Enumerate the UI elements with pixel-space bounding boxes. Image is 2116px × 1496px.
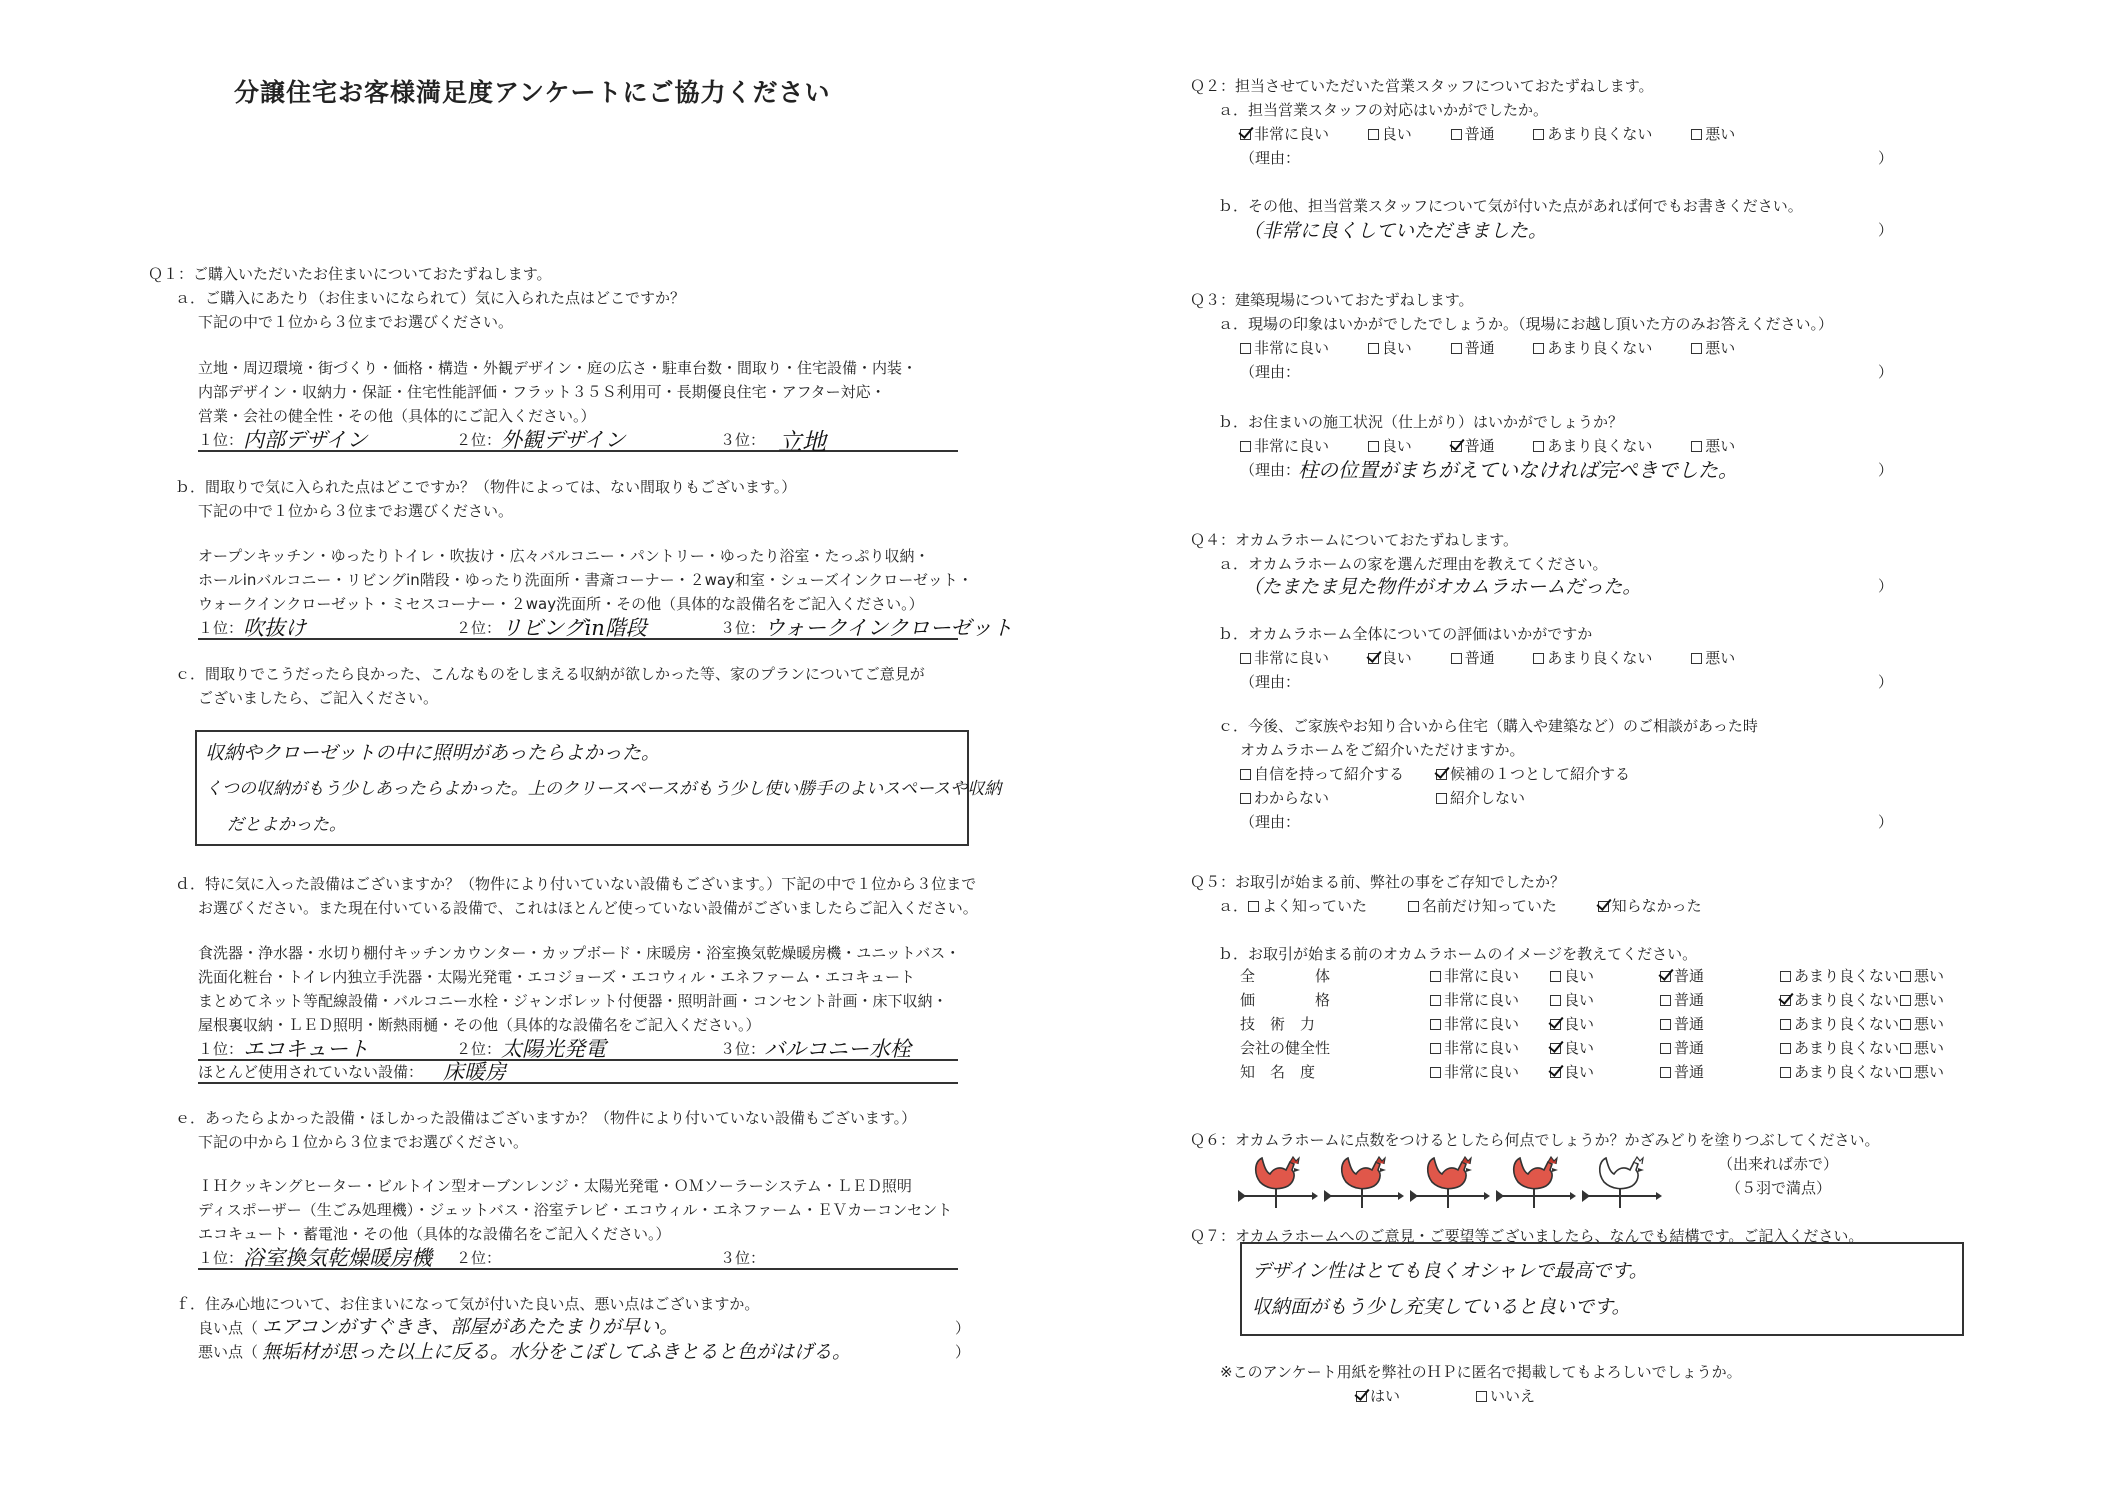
q4c-checkbox-1[interactable]	[1240, 769, 1251, 780]
q1c-answer-line2: くつの収納がもう少しあったらよかった。上のクリースペースがもう少し使い勝手のよいスペースや収納	[205, 779, 1002, 799]
q3b-checkbox-2[interactable]	[1368, 441, 1379, 452]
q3b-question: ｂ．お住まいの施工状況（仕上がり）はいかがでしょうか？	[1218, 413, 1624, 431]
rank-2-label: ２位：	[456, 431, 502, 449]
q5b-option-label: 悪い	[1914, 1063, 1945, 1081]
q1d-answer-line	[198, 1037, 958, 1061]
q5b-option-label: 普通	[1674, 1015, 1705, 1033]
q1d-unused-line	[198, 1060, 958, 1084]
q5b-option-label: 非常に良い	[1444, 967, 1520, 985]
q1e-question-line1: ｅ．あったらよかった設備・ほしかった設備はございますか？（物件により付いていない設備もございます。）	[175, 1109, 917, 1127]
q1b-answer-1: 吹抜け	[243, 616, 306, 640]
q4b-reason-close: ）	[1878, 673, 1894, 691]
q2a-question: ａ．担当営業スタッフの対応はいかがでしたか。	[1218, 101, 1549, 119]
q5b-option	[1780, 1014, 1899, 1034]
q5b-checkbox[interactable]	[1430, 1067, 1441, 1078]
q3b-reason-label: （理由：	[1240, 461, 1301, 479]
q1f-bad-close: ）	[955, 1343, 971, 1361]
rank-2-label: ２位：	[456, 1249, 502, 1267]
q1a-instruction: 下記の中で１位から３位までお選びください。	[198, 313, 514, 331]
q4b-checkbox-5[interactable]	[1691, 653, 1702, 664]
q4b-reason-label: （理由：	[1240, 673, 1301, 691]
q5b-row-label: 会社の健全性	[1240, 1039, 1331, 1057]
q1e-options-line2: ディスポーザー（生ごみ処理機）・ジェットバス・浴室テレビ・エコウィル・エネファーム・ＥＶカーコンセント	[198, 1201, 953, 1219]
q1f-good-answer: エアコンがすぐきき、部屋があたたまりが早い。	[262, 1316, 679, 1338]
q5b-checkbox[interactable]	[1780, 971, 1791, 982]
q1a-answer-2: 外観デザイン	[501, 428, 626, 452]
q5a-checkbox-3[interactable]	[1598, 901, 1609, 912]
q5b-checkbox[interactable]	[1780, 995, 1791, 1006]
q5b-option-label: 非常に良い	[1444, 991, 1520, 1009]
q3a-checkbox-3[interactable]	[1451, 343, 1462, 354]
rank-2-label: ２位：	[456, 1040, 502, 1058]
q3-heading: Ｑ３：建築現場についておたずねします。	[1190, 291, 1474, 309]
right-page	[1058, 0, 2116, 1496]
q1d-options-line3: まとめてネット等配線設備・バルコニー水栓・ジャンボレット付便器・照明計画・コンセント計画・床下収納・	[198, 992, 948, 1010]
q5b-checkbox[interactable]	[1430, 995, 1441, 1006]
q5b-option	[1550, 1038, 1594, 1058]
q5b-option	[1900, 1014, 1944, 1034]
q5b-option-label: 良い	[1564, 967, 1595, 985]
q5b-checkbox[interactable]	[1780, 1043, 1791, 1054]
q1b-options-line1: オープンキッチン・ゆったりトイレ・吹抜け・広々バルコニー・パントリー・ゆったり浴室・たっぷり収納・	[198, 547, 930, 565]
q5b-checkbox[interactable]	[1430, 971, 1441, 982]
q7-answer-line2: 収納面がもう少し充実していると良いです。	[1252, 1296, 1631, 1318]
q2a-checkbox-3[interactable]	[1451, 129, 1462, 140]
q5b-row-label: 技 術 力	[1240, 1015, 1316, 1033]
q5a-checkbox-2[interactable]	[1408, 901, 1419, 912]
q1d-answer-2: 太陽光発電	[501, 1037, 606, 1061]
q5b-row	[1240, 1038, 2020, 1060]
q1b-options-line2: ホールinバルコニー・リビングin階段・ゆったり洗面所・書斎コーナー・２way和室・シューズインクローゼット・	[198, 571, 973, 589]
q6-note-full: （５羽で満点）	[1726, 1179, 1832, 1197]
q1e-question-line2: 下記の中から１位から３位までお選びください。	[198, 1133, 529, 1151]
q4-heading: Ｑ４：オカムラホームについておたずねします。	[1190, 531, 1519, 549]
q4c-option-1: 自信を持って紹介する	[1240, 764, 1404, 784]
q1e-answer-line	[198, 1246, 958, 1270]
q4c-checkbox-2[interactable]	[1436, 769, 1447, 780]
q5b-option-label: 普通	[1674, 991, 1705, 1009]
q1c-answer-line3: だとよかった。	[227, 815, 346, 835]
q5b-option	[1430, 1062, 1519, 1082]
q5b-option	[1780, 1062, 1899, 1082]
q3a-reason-close: ）	[1878, 363, 1894, 381]
q5b-checkbox[interactable]	[1900, 995, 1911, 1006]
q2a-rating-row: 非常に良い 良い 普通 あまり良くない 悪い	[1240, 124, 1769, 144]
q2b-answer: （非常に良くしていただきました。	[1243, 220, 1548, 242]
survey-title: 分譲住宅お客様満足度アンケートにご協力ください	[234, 78, 831, 107]
q4c-checkbox-3[interactable]	[1240, 793, 1251, 804]
q4b-checkbox-1[interactable]	[1240, 653, 1251, 664]
q5b-checkbox[interactable]	[1550, 1043, 1561, 1054]
q2a-reason-close: ）	[1878, 149, 1894, 167]
rooster-filled-icon[interactable]	[1494, 1152, 1576, 1210]
q5b-option	[1660, 990, 1704, 1010]
q1f-bad-label: 悪い点（	[198, 1343, 259, 1361]
q2a-checkbox-4[interactable]	[1533, 129, 1544, 140]
q5b-option	[1550, 990, 1594, 1010]
q4c-question-line1: ｃ．今後、ご家族やお知り合いから住宅（購入や建築など）のご相談があった時	[1218, 717, 1758, 735]
q4b-checkbox-3[interactable]	[1451, 653, 1462, 664]
q5b-checkbox[interactable]	[1550, 995, 1561, 1006]
q5b-checkbox[interactable]	[1780, 1019, 1791, 1030]
q2b-close: ）	[1878, 221, 1894, 239]
q4b-checkbox-4[interactable]	[1533, 653, 1544, 664]
q6-rooster-rating	[1236, 1152, 1706, 1212]
rank-2-label: ２位：	[456, 619, 502, 637]
q5b-option	[1550, 1062, 1594, 1082]
rank-3-label: ３位：	[720, 619, 766, 637]
q1d-question-line2: お選びください。また現在付いている設備で、これはほとんど使っていない設備がございましたらご記入ください。	[198, 899, 978, 917]
q1b-options-line3: ウォークインクローゼット・ミセスコーナー・２way洗面所・その他（具体的な設備名をご記入ください。）	[198, 595, 924, 613]
q4c-reason-label: （理由：	[1240, 813, 1301, 831]
q1f-good-close: ）	[955, 1319, 971, 1337]
q1d-options-line1: 食洗器・浄水器・水切り棚付キッチンカウンター・カップボード・床暖房・浴室換気乾燥暖房機・ユニットバス・	[198, 944, 961, 962]
q5b-option	[1660, 1038, 1704, 1058]
q5b-option-label: 悪い	[1914, 967, 1945, 985]
q5b-option	[1900, 1062, 1944, 1082]
q5b-checkbox[interactable]	[1660, 1067, 1671, 1078]
q1e-options-line1: ＩＨクッキングヒーター・ビルトイン型オーブンレンジ・太陽光発電・ＯＭソーラーシステム・ＬＥＤ照明	[198, 1177, 912, 1195]
q1d-options-line2: 洗面化粧台・トイレ内独立手洗器・太陽光発電・エコジョーズ・エコウィル・エネファーム・エコキュート	[198, 968, 916, 986]
footer-no-checkbox[interactable]	[1476, 1391, 1487, 1402]
q1c-question-line2: ございましたら、ご記入ください。	[198, 689, 439, 707]
rank-1-label: １位：	[198, 1249, 244, 1267]
q5b-option	[1900, 1038, 1944, 1058]
q4c-option-3: わからない	[1240, 788, 1329, 808]
q1d-question-line1: ｄ．特に気に入った設備はございますか？（物件により付いていない設備もございます。）下記の中で１位から３位まで	[175, 875, 977, 893]
rank-1-label: １位：	[198, 619, 244, 637]
q5b-option-label: 悪い	[1914, 1015, 1945, 1033]
q5b-option-label: 非常に良い	[1444, 1039, 1520, 1057]
q5b-row-label: 全 体	[1240, 967, 1331, 985]
q1b-answer-line	[198, 616, 1013, 640]
q5b-row	[1240, 1062, 2020, 1084]
q1c-answer-line1: 収納やクローゼットの中に照明があったらよかった。	[205, 742, 661, 764]
q6-note-color: （出来れば赤で）	[1718, 1155, 1839, 1173]
q5b-checkbox[interactable]	[1900, 1019, 1911, 1030]
q1e-answer-1: 浴室換気乾燥暖房機	[243, 1246, 432, 1270]
q5b-option	[1550, 966, 1594, 986]
q1a-options-line2: 内部デザイン・収納力・保証・住宅性能評価・フラット３５Ｓ利用可・長期優良住宅・アフター対応・	[198, 383, 886, 401]
q4a-answer: （たまたま見た物件がオカムラホームだった。	[1243, 576, 1642, 598]
q1-heading: Ｑ１：ご購入いただいたお住まいについておたずねします。	[148, 265, 552, 283]
q6-heading: Ｑ６：オカムラホームに点数をつけるとしたら何点でしょうか？かざみどりを塗りつぶしてください。	[1190, 1131, 1880, 1149]
q4c-question-line2: オカムラホームをご紹介いただけますか。	[1240, 741, 1525, 759]
rooster-filled-icon[interactable]	[1322, 1152, 1404, 1210]
q5b-checkbox[interactable]	[1900, 971, 1911, 982]
q2-heading: Ｑ２：担当させていただいた営業スタッフについておたずねします。	[1190, 77, 1654, 95]
q1d-answer-1: エコキュート	[243, 1037, 369, 1061]
q5b-option	[1780, 966, 1899, 986]
q3b-checkbox-4[interactable]	[1533, 441, 1544, 452]
q5b-row-label: 知 名 度	[1240, 1063, 1316, 1081]
q5b-checkbox[interactable]	[1550, 1067, 1561, 1078]
q5b-option	[1430, 1038, 1519, 1058]
q1a-answer-1: 内部デザイン	[243, 428, 368, 452]
q3b-checkbox-3[interactable]	[1451, 441, 1462, 452]
q5b-checkbox[interactable]	[1900, 1067, 1911, 1078]
q1d-unused-answer: 床暖房	[443, 1060, 506, 1084]
q5b-option	[1660, 1062, 1704, 1082]
q5b-option	[1430, 990, 1519, 1010]
q3b-checkbox-1[interactable]	[1240, 441, 1251, 452]
q4c-option-2: 候補の１つとして紹介する	[1436, 764, 1630, 784]
rooster-filled-icon[interactable]	[1408, 1152, 1490, 1210]
q5b-option-label: 良い	[1564, 1015, 1595, 1033]
q5b-row	[1240, 966, 2020, 988]
q7-heading: Ｑ７：オカムラホームへのご意見・ご要望等ございましたら、なんでも結構です。ご記入ください。	[1190, 1227, 1864, 1245]
q5b-checkbox[interactable]	[1900, 1043, 1911, 1054]
q1b-answer-2: リビングin階段	[501, 616, 647, 640]
q4a-close: ）	[1878, 577, 1894, 595]
q5b-option	[1660, 1014, 1704, 1034]
rank-3-label: ３位：	[720, 1040, 766, 1058]
q4a-question: ａ．オカムラホームの家を選んだ理由を教えてください。	[1218, 555, 1608, 573]
rank-1-label: １位：	[198, 1040, 244, 1058]
q3a-checkbox-4[interactable]	[1533, 343, 1544, 354]
q4b-question: ｂ．オカムラホーム全体についての評価はいかがですか	[1218, 625, 1593, 643]
q3b-reason-answer: 柱の位置がまちがえていなければ完ぺきでした。	[1298, 458, 1738, 482]
q5-heading: Ｑ５：お取引が始まる前、弊社の事をご存知でしたか？	[1190, 873, 1566, 891]
q5b-row	[1240, 990, 2020, 1012]
q5b-option-label: 非常に良い	[1444, 1063, 1520, 1081]
q5b-option	[1660, 966, 1704, 986]
q5a-options: ａ． よく知っていた 名前だけ知っていた 知らなかった	[1218, 897, 1702, 915]
q3b-checkbox-5[interactable]	[1691, 441, 1702, 452]
q4c-option-4: 紹介しない	[1436, 788, 1525, 808]
q5b-option-label: 普通	[1674, 1039, 1705, 1057]
q5b-option-label: あまり良くない	[1794, 967, 1900, 985]
q5b-option-label: 非常に良い	[1444, 1015, 1520, 1033]
q5b-option-label: 悪い	[1914, 1039, 1945, 1057]
q3a-checkbox-2[interactable]	[1368, 343, 1379, 354]
q5b-option	[1780, 990, 1899, 1010]
q5b-checkbox[interactable]	[1660, 1043, 1671, 1054]
q3a-checkbox-5[interactable]	[1691, 343, 1702, 354]
rank-3-label: ３位：	[720, 431, 766, 449]
q3b-rating-row: 非常に良い 良い 普通 あまり良くない 悪い	[1240, 436, 1769, 456]
footer-yes-checkbox[interactable]	[1356, 1391, 1367, 1402]
rooster-filled-icon[interactable]	[1236, 1152, 1318, 1210]
q5b-checkbox[interactable]	[1550, 1019, 1561, 1030]
q1a-options-line3: 営業・会社の健全性・その他（具体的にご記入ください。）	[198, 407, 596, 425]
q5b-checkbox[interactable]	[1430, 1019, 1441, 1030]
q5b-question: ｂ．お取引が始まる前のオカムラホームのイメージを教えてください。	[1218, 945, 1698, 963]
rank-3-label: ３位：	[720, 1249, 766, 1267]
q5b-option-label: 悪い	[1914, 991, 1945, 1009]
q5b-option-label: あまり良くない	[1794, 1063, 1900, 1081]
q2a-reason-label: （理由：	[1240, 149, 1301, 167]
q5b-option-label: 普通	[1674, 967, 1705, 985]
q5b-option-label: 良い	[1564, 1063, 1595, 1081]
q5b-option	[1780, 1038, 1899, 1058]
q4b-rating-row: 非常に良い 良い 普通 あまり良くない 悪い	[1240, 648, 1769, 668]
q5a-checkbox-1[interactable]	[1248, 901, 1259, 912]
q1a-options-line1: 立地・周辺環境・街づくり・価格・構造・外観デザイン・庭の広さ・駐車台数・間取り・住宅設備・内装・	[198, 359, 917, 377]
q5b-option	[1550, 1014, 1594, 1034]
footer-no: いいえ	[1476, 1386, 1535, 1406]
q3b-reason-close: ）	[1878, 461, 1894, 479]
q7-answer-box	[1240, 1242, 1964, 1336]
q1c-answer-box	[195, 730, 1002, 846]
q5b-option-label: あまり良くない	[1794, 1015, 1900, 1033]
q1c-question-line1: ｃ．間取りでこうだったら良かった、こんなものをしまえる収納が欲しかった等、家のプランについてご意見が	[175, 665, 925, 683]
footer-note: ※このアンケート用紙を弊社のＨＰに匿名で掲載してもよろしいでしょうか。	[1220, 1363, 1742, 1381]
q1d-options-line4: 屋根裏収納・ＬＥＤ照明・断熱雨樋・その他（具体的な設備名をご記入ください。）	[198, 1016, 761, 1034]
q5b-checkbox[interactable]	[1660, 995, 1671, 1006]
q5b-option-label: 良い	[1564, 1039, 1595, 1057]
q1f-bad-answer: 無垢材が思った以上に反る。水分をこぼしてふきとると色がはげる。	[262, 1341, 852, 1363]
q5b-checkbox[interactable]	[1550, 971, 1561, 982]
q5b-checkbox[interactable]	[1430, 1043, 1441, 1054]
q5b-row-label: 価 格	[1240, 991, 1331, 1009]
q4c-checkbox-4[interactable]	[1436, 793, 1447, 804]
q1a-question: ａ．ご購入にあたり（お住まいになられて）気に入られた点はどこですか？	[175, 289, 686, 307]
q5b-option-label: あまり良くない	[1794, 991, 1900, 1009]
q7-answer-line1: デザイン性はとても良くオシャレで最高です。	[1252, 1260, 1648, 1282]
q3a-checkbox-1[interactable]	[1240, 343, 1251, 354]
q5b-option	[1430, 966, 1519, 986]
q5b-option	[1430, 1014, 1519, 1034]
q3a-reason-label: （理由：	[1240, 363, 1301, 381]
q1b-instruction: 下記の中で１位から３位までお選びください。	[198, 502, 514, 520]
q2a-checkbox-1[interactable]	[1240, 129, 1251, 140]
q1b-answer-3: ウォークインクローゼット	[764, 616, 1013, 640]
q2b-question: ｂ．その他、担当営業スタッフについて気が付いた点があれば何でもお書きください。	[1218, 197, 1803, 215]
q4c-reason-close: ）	[1878, 813, 1894, 831]
q5b-option	[1900, 990, 1944, 1010]
rank-1-label: １位：	[198, 431, 244, 449]
q5b-option	[1900, 966, 1944, 986]
q1a-answer-line	[198, 428, 958, 456]
q2a-checkbox-5[interactable]	[1691, 129, 1702, 140]
q3a-rating-row: 非常に良い 良い 普通 あまり良くない 悪い	[1240, 338, 1769, 358]
q1d-answer-3: バルコニー水栓	[764, 1037, 911, 1061]
q1a-answer-3: 立地	[778, 428, 826, 456]
q1f-good-label: 良い点（	[198, 1319, 259, 1337]
q1e-options-line3: エコキュート・蓄電池・その他（具体的な設備名をご記入ください。）	[198, 1225, 671, 1243]
q5b-row	[1240, 1014, 2020, 1036]
q4b-checkbox-2[interactable]	[1368, 653, 1379, 664]
q2a-checkbox-2[interactable]	[1368, 129, 1379, 140]
q5b-checkbox[interactable]	[1660, 971, 1671, 982]
q1b-question: ｂ．間取りで気に入られた点はどこですか？（物件によっては、ない間取りもございます。）	[175, 478, 797, 496]
q5b-option-label: 普通	[1674, 1063, 1705, 1081]
q3a-question: ａ．現場の印象はいかがでしたでしょうか。（現場にお越し頂いた方のみお答えください。）	[1218, 315, 1834, 333]
footer-yes: はい	[1356, 1386, 1400, 1406]
q1d-unused-label: ほとんど使用されていない設備：	[198, 1063, 424, 1081]
q5b-option-label: 良い	[1564, 991, 1595, 1009]
q5b-checkbox[interactable]	[1780, 1067, 1791, 1078]
q1f-question: ｆ．住み心地について、お住まいになって気が付いた良い点、悪い点はございますか。	[175, 1295, 760, 1313]
q5b-checkbox[interactable]	[1660, 1019, 1671, 1030]
q5b-option-label: あまり良くない	[1794, 1039, 1900, 1057]
rooster-empty-icon[interactable]	[1580, 1152, 1662, 1210]
